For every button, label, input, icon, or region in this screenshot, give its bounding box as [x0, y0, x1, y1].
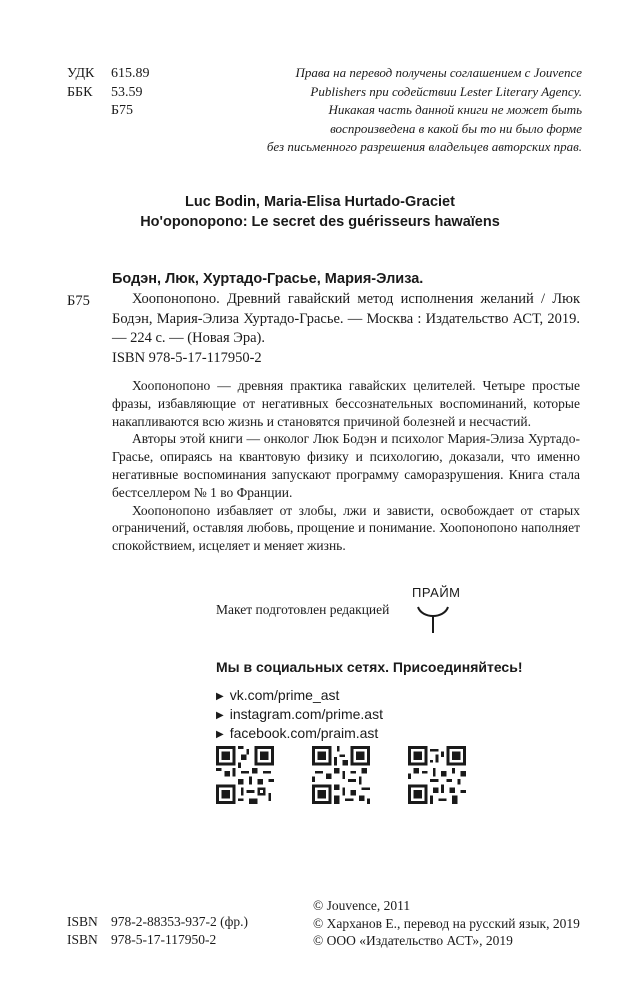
isbn-russian: ISBN 978-5-17-117950-2 [67, 931, 217, 947]
praim-logo [404, 585, 464, 635]
social-links [216, 687, 383, 744]
social-link-instagram[interactable]: ▶ instagram.com/prime.ast [216, 706, 383, 722]
social-link-vk[interactable]: ▶ vk.com/prime_ast [216, 687, 340, 703]
triangle-bullet-icon: ▶ [216, 729, 224, 740]
bibliographic-description: Хоопонопоно. Древний гавайский метод исполнения желаний / Люк Бодэн, Мария-Элиза Хуртадо-Грасье. — Москва : Издательство АСТ, 2019. — 224 с. — (Новая Эра). [112, 291, 580, 346]
original-edition [120, 192, 520, 232]
rights-notice: Права на перевод получены соглашением с Jouvence Publishers при содействии Lester Literary Agency. Никакая часть данной книги не может быть воспроизведена в какой бы то ни было форме без письменного разрешения владельцев авторских прав. [266, 65, 582, 154]
isbn-list [67, 913, 248, 948]
triangle-bullet-icon: ▶ [216, 691, 224, 702]
triangle-bullet-icon: ▶ [216, 710, 224, 721]
abstract [112, 377, 580, 555]
author-mark-row: Б75 [111, 103, 134, 118]
qr-code-facebook-icon[interactable] [408, 746, 466, 804]
abstract-paragraph: Авторы этой книги — онколог Люк Бодэн и психолог Мария-Элиза Хуртадо-Грасье, опираясь на квантовую физику и психологию, доказали, что именно негативные воспоминания запускают программу саморазрушения. Книга стала бестселлером № 1 во Франции. [112, 431, 580, 500]
social-title: Мы в социальных сетях. Присоединяйтесь! [216, 659, 523, 675]
abstract-paragraph: Хоопонопоно избавляет от злобы, лжи и зависти, освобождает от старых ограничений, оставляя любовь, прощение и понимание. Хоопонопоно наполняет спокойствием, исцеляет и меняет жизнь. [112, 502, 580, 554]
logo-mark-icon [404, 585, 464, 635]
abstract-paragraph: Хоопонопоно — древняя практика гавайских целителей. Четыре простые фразы, избавляющие от негативных бессознательных воспоминаний, которые накапливаются всю жизнь и становятся причиной болезней и несчастий. [112, 378, 580, 429]
udk-row: УДК 615.89 [67, 66, 150, 81]
author-heading: Бодэн, Люк, Хуртадо-Грасье, Мария-Элиза. [112, 271, 424, 287]
qr-code-instagram-icon[interactable] [312, 746, 370, 804]
original-authors: Luc Bodin, Maria-Elisa Hurtado-Graciet [185, 194, 455, 210]
record-code: Б75 [67, 293, 90, 309]
original-title: Ho'oponopono: Le secret des guérisseurs hawaïens [140, 214, 500, 230]
record-isbn: ISBN 978-5-17-117950-2 [112, 350, 262, 366]
isbn-french: ISBN 978-2-88353-937-2 (фр.) [67, 914, 248, 929]
social-link-facebook[interactable]: ▶ facebook.com/praim.ast [216, 725, 379, 741]
qr-code-vk-icon[interactable] [216, 746, 274, 804]
prepared-by: Макет подготовлен редакцией [216, 602, 390, 617]
bbk-row: ББК 53.59 [67, 84, 143, 100]
classification-codes [67, 65, 150, 121]
logo-text: ПРАЙМ [412, 585, 461, 600]
copyrights: © Jouvence, 2011 © Харханов Е., перевод на русский язык, 2019 © ООО «Издательство АСТ», 2019 [313, 898, 580, 948]
